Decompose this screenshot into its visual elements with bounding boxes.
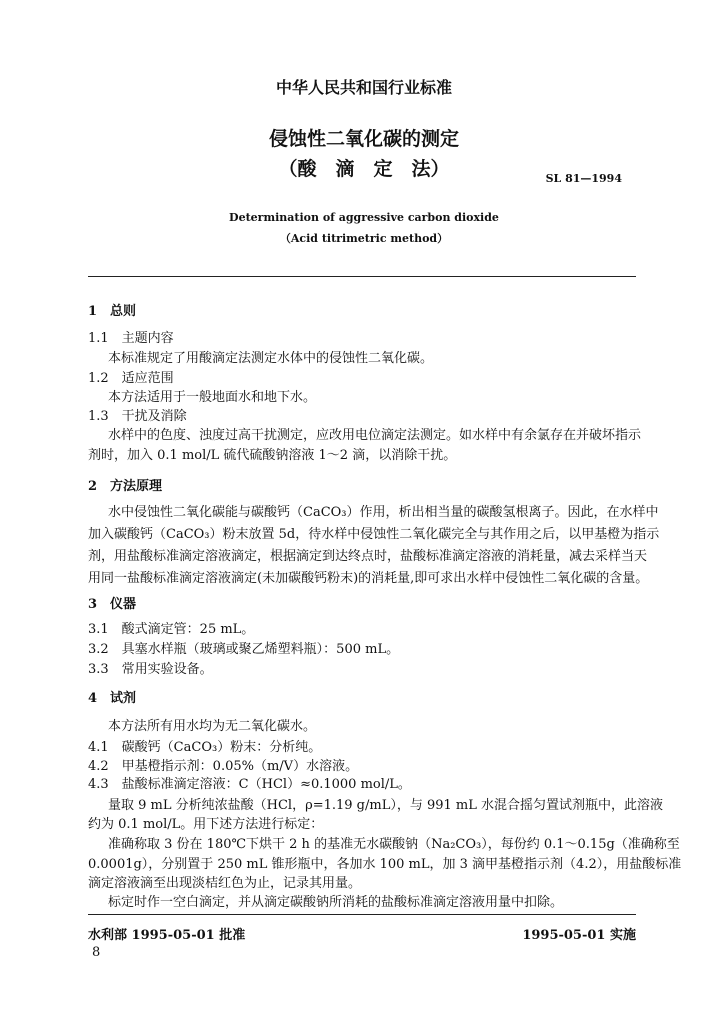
section-4-title: 4 试剂 [88,691,137,706]
section-1-3-line-2: 剂时，加入 0.1 mol/L 硫代硫酸钠溶液 1～2 滴，以消除干扰。 [88,448,457,463]
document-method: （酸 滴 定 法） [278,158,450,180]
section-4-2: 4.2 甲基橙指示剂：0.05%（m/V）水溶液。 [88,759,359,774]
english-method: （Acid titrimetric method） [279,232,449,245]
section-1-2-text: 本方法适用于一般地面水和地下水。 [108,390,317,405]
section-1-3-line-1: 水样中的色度、浊度过高干扰测定，应改用电位滴定法测定。如水样中有余氯存在并破坏指示 [108,428,642,443]
section-2-line-3: 剂，用盐酸标准滴定溶液滴定，根据滴定到达终点时，盐酸标准滴定溶液的消耗量，减去采样当天 [88,549,648,564]
section-1-1-title: 1.1 主题内容 [88,331,174,346]
section-4-3-p2-line-2: 0.0001g），分别置于 250 mL 锥形瓶中，各加水 100 mL，加 3 滴甲基橙指示剂（4.2），用盐酸标准 [88,857,682,872]
section-2-line-1: 水中侵蚀性二氧化碳能与碳酸钙（CaCO₃）作用，析出相当量的碳酸氢根离子。因此，在水样中 [108,505,659,520]
section-4-3-p2-line-1: 准确称取 3 份在 180℃下烘干 2 h 的基准无水碳酸钠（Na₂CO₃），每份约 0.1～0.15g（准确称至 [108,837,680,852]
header-divider [88,276,636,277]
section-1-3-title: 1.3 干扰及消除 [88,409,187,424]
section-4-3-p1-line-1: 量取 9 mL 分析纯浓盐酸（HCl，ρ=1.19 g/mL），与 991 mL 水混合摇匀置试剂瓶中，此溶液 [108,798,664,813]
document-title: 侵蚀性二氧化碳的测定 [268,128,459,150]
section-2-line-4: 用同一盐酸标准滴定溶液滴定(未加碳酸钙粉末)的消耗量,即可求出水样中侵蚀性二氧化碳的含量。 [88,571,649,586]
section-4-intro: 本方法所有用水均为无二氧化碳水。 [108,719,317,734]
section-2-line-2: 加入碳酸钙（CaCO₃）粉末放置 5d，待水样中侵蚀性二氧化碳完全与其作用之后，以甲基橙为指示 [88,527,660,542]
section-4-3-p2-line-3: 滴定溶液滴至出现淡桔红色为止，记录其用量。 [88,876,362,891]
page-number: 8 [92,945,101,960]
section-1-2-title: 1.2 适应范围 [88,371,174,386]
english-title: Determination of aggressive carbon dioxide [229,211,499,224]
section-3-2: 3.2 具塞水样瓶（玻璃或聚乙烯塑料瓶）：500 mL。 [88,642,400,657]
section-1-1-text: 本标准规定了用酸滴定法测定水体中的侵蚀性二氧化碳。 [108,351,434,366]
section-4-3: 4.3 盐酸标准滴定溶液：C（HCl）≈0.1000 mol/L。 [88,777,411,792]
section-4-3-p1-line-2: 约为 0.1 mol/L。用下述方法进行标定： [88,817,324,832]
section-4-3-p3-line-1: 标定时作一空白滴定，并从滴定碳酸钠所消耗的盐酸标准滴定溶液用量中扣除。 [108,895,564,910]
section-4-1: 4.1 碳酸钙（CaCO₃）粉末：分析纯。 [88,740,322,755]
standard-category: 中华人民共和国行业标准 [275,78,452,97]
footer-divider [88,914,636,915]
section-3-1: 3.1 酸式滴定管：25 mL。 [88,622,255,637]
section-3-title: 3 仪器 [88,597,137,612]
standard-code: SL 81—1994 [545,172,622,185]
implementation-date: 1995-05-01 实施 [522,928,636,943]
section-3-3: 3.3 常用实验设备。 [88,662,213,677]
section-1-title: 1 总则 [88,304,137,319]
section-2-title: 2 方法原理 [88,479,163,494]
approval-note: 水利部 1995-05-01 批准 [88,928,246,943]
